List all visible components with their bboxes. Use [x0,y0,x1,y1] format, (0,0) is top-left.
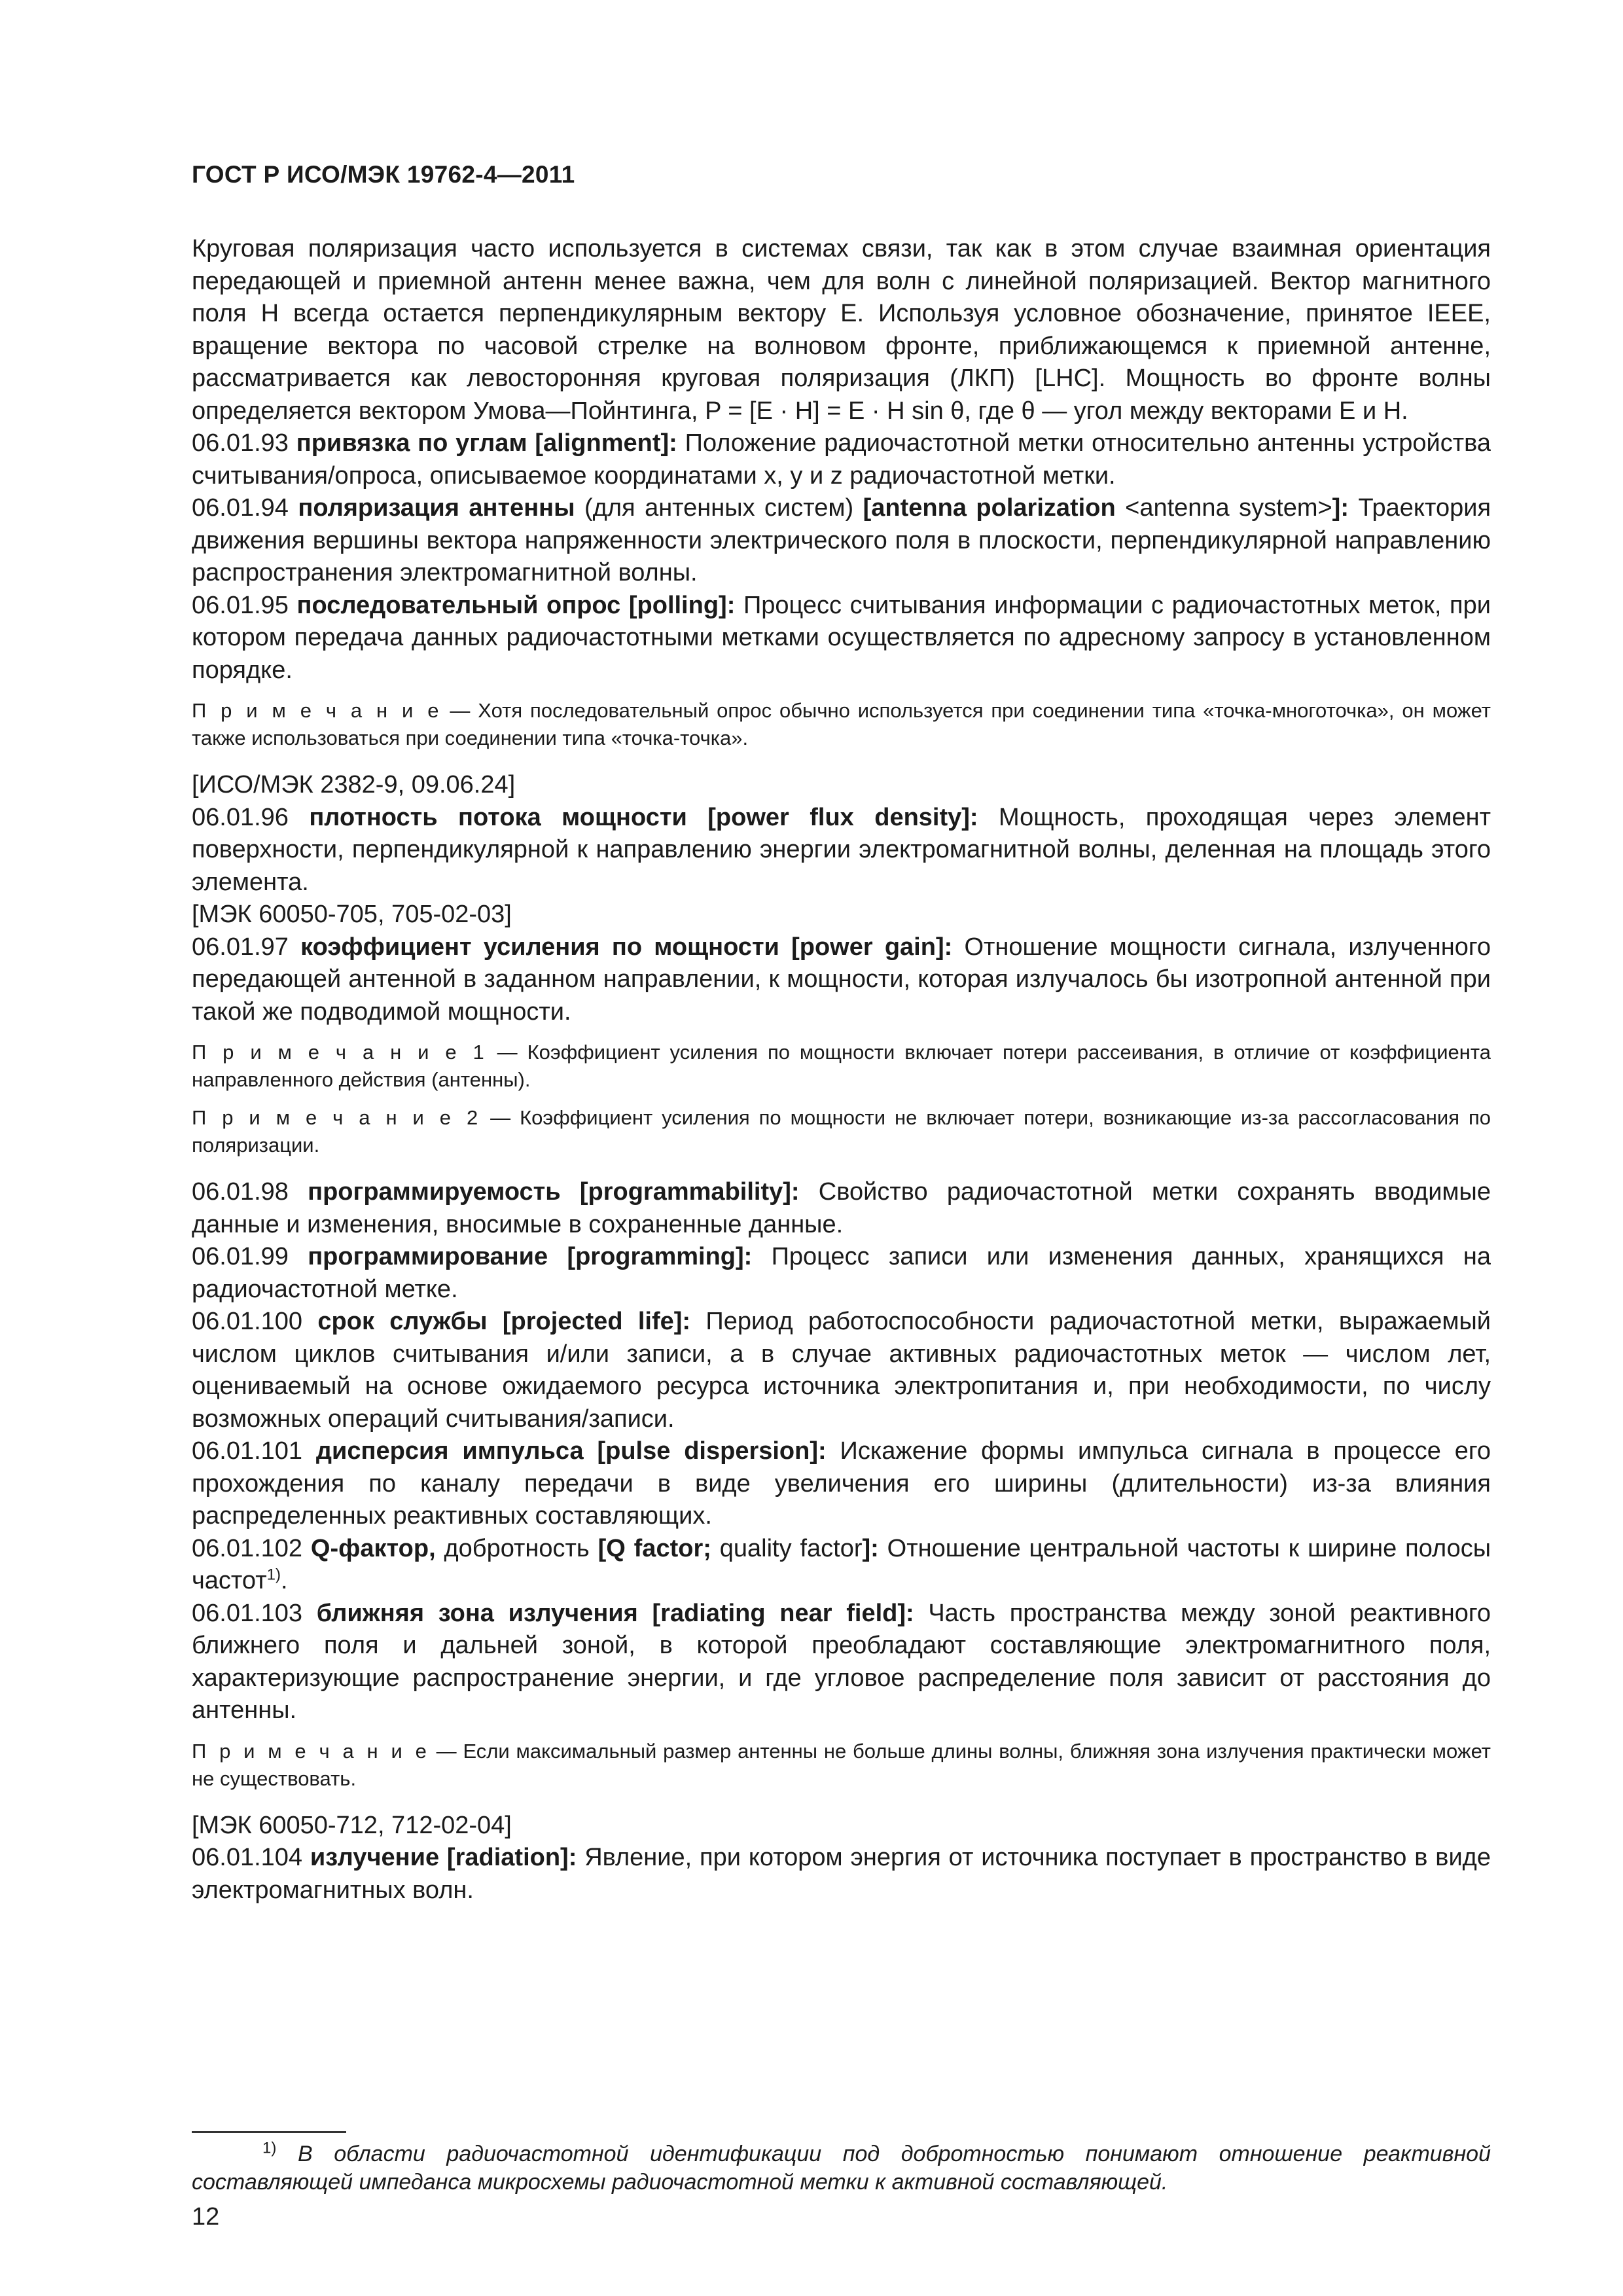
term-title: Q-фактор, [310,1534,436,1562]
term-entry-alignment [192,427,1491,492]
term-entry-pulse-dispersion [192,1435,1491,1533]
term-title-end: ]: [862,1534,879,1562]
term-definition: Свойство радиочастотной метки сохранять вводимые данные и изменения, вносимые в сохраненные данные. [192,1178,1491,1238]
footnote [192,2140,1491,2197]
term-title: срок службы [projected life]: [317,1308,691,1335]
term-qualifier: (для антенных систем) [584,494,854,522]
term-title: коэффициент усиления по мощности [power gain]: [300,933,953,961]
term-number: 06.01.93 [192,429,289,457]
term-definition: Отношение центральной частоты к ширине полосы частот [192,1534,1491,1594]
term-entry-power-flux-density [192,802,1491,899]
term-number: 06.01.98 [192,1178,289,1206]
source-reference: [МЭК 60050-712, 712-02-04] [192,1811,512,1839]
term-definition: Часть пространства между зоной реактивного ближнего поля и дальней зоной, в которой преобладают составляющие электромагнитного поля, характеризующие распространение энергии, и где угловое распределение поля зависит от расстояния до антенны. [192,1599,1491,1724]
term-definition: Процесс считывания информации с радиочастотных меток, при котором передача данных радиочастотными метками осуществляется по адресному запросу в установленном порядке. [192,591,1491,684]
document-header: ГОСТ Р ИСО/МЭК 19762-4—2011 [192,161,575,188]
source-reference: [ИСО/МЭК 2382-9, 09.06.24] [192,771,516,798]
note [192,697,1491,752]
term-number: 06.01.99 [192,1243,289,1270]
term-number: 06.01.94 [192,494,289,522]
term-title: поляризация антенны [298,494,575,522]
footnote-reference: 1) [266,1566,281,1584]
note-text: — Если максимальный размер антенны не больше длины волны, ближняя зона излучения практически может не существовать. [192,1739,1491,1790]
note [192,1738,1491,1793]
footnote-text: В области радиочастотной идентификации под добротностью понимают отношение реактивной составляющей импеданса микросхемы радиочастотной метки к активной составляющей. [192,2142,1491,2195]
term-title: плотность потока мощности [power flux density]: [309,803,978,831]
term-number: 06.01.100 [192,1308,303,1335]
term-entry-polling [192,590,1491,687]
term-title: последовательный опрос [polling]: [296,591,736,619]
term-definition: Положение радиочастотной метки относительно антенны устройства считывания/опроса, описываемое координатами x, y и z радиочастотной метки. [192,429,1491,490]
term-qualifier-en: <antenna system> [1125,494,1332,522]
term-number: 06.01.102 [192,1534,303,1562]
term-title-end: ]: [1332,494,1349,522]
term-title: программирование [programming]: [308,1243,753,1270]
term-definition: Период работоспособности радиочастотной метки, выражаемый числом циклов считывания и/или записи, а в случае активных радиочастотных меток — числом лет, оцениваемый на основе ожидаемого ресурса источника электропитания и, при необходимости, по числу возможных операций считывания/записи. [192,1308,1491,1433]
term-title-en: [antenna polarization [863,494,1116,522]
note-label: П р и м е ч а н и е [192,1739,430,1763]
term-entry-programming [192,1241,1491,1306]
term-title: программируемость [programmability]: [308,1178,800,1206]
intro-paragraph: Круговая поляризация часто используется в системах связи, так как в этом случае взаимная ориентация передающей и приемной антенн менее важна, чем для волн с линейной поляризацией. Вектор магнитного поля H всегда остается перпендикулярным вектору E. Используя условное обозначение, принятое IEEE, вращение вектора по часовой стрелке на волновом фронте, приближающемся к приемной антенне, рассматривается как левосторонняя круговая поляризация (ЛКП) [LHC]. Мощность во фронте волны определяется вектором Умова—Пойнтинга, P = [E · H] = E · H sin θ, где θ — угол между векторами E и H. [192,235,1491,425]
note-1 [192,1039,1491,1094]
term-entry-radiation [192,1842,1491,1907]
term-entry-power-gain [192,931,1491,1029]
term-synonym: добротность [444,1534,590,1562]
note-label: П р и м е ч а н и е 2 [192,1106,482,1129]
term-number: 06.01.95 [192,591,289,619]
footnote-divider [192,2131,346,2133]
note-text: — Коэффициент усиления по мощности не включает потери, возникающие из-за рассогласования по поляризации. [192,1106,1491,1157]
term-synonym-en: quality factor [719,1534,863,1562]
term-entry-antenna-polarization [192,492,1491,590]
term-title-en: [Q factor; [597,1534,711,1562]
term-number: 06.01.103 [192,1599,303,1627]
term-definition: Искажение формы импульса сигнала в процессе его прохождения по каналу передачи в виде увеличения его ширины (длительности) из-за влияния распределенных реактивных составляющих. [192,1437,1491,1530]
term-entry-projected-life [192,1306,1491,1435]
note-2 [192,1104,1491,1159]
term-title: ближняя зона излучения [radiating near field]: [316,1599,914,1627]
note-label: П р и м е ч а н и е 1 [192,1041,488,1064]
term-title: привязка по углам [alignment]: [296,429,677,457]
term-entry-radiating-near-field [192,1598,1491,1727]
term-title: дисперсия импульса [pulse dispersion]: [315,1437,827,1465]
term-number: 06.01.104 [192,1844,303,1871]
note-text: — Хотя последовательный опрос обычно используется при соединении типа «точка-многоточка», он может также использоваться при соединении типа «точка-точка». [192,699,1491,749]
note-text: — Коэффициент усиления по мощности включает потери рассеивания, в отличие от коэффициента направленного действия (антенны). [192,1041,1491,1091]
term-number: 06.01.97 [192,933,289,961]
term-entry-programmability [192,1176,1491,1241]
term-definition: Мощность, проходящая через элемент поверхности, перпендикулярной к направлению энергии электромагнитной волны, деленная на площадь этого элемента. [192,803,1491,896]
term-definition: Процесс записи или изменения данных, хранящихся на радиочастотной метке. [192,1243,1491,1303]
page-number: 12 [192,2203,220,2231]
document-body [192,233,1491,1907]
term-number: 06.01.101 [192,1437,303,1465]
term-number: 06.01.96 [192,803,289,831]
term-definition: Явление, при котором энергия от источника поступает в пространство в виде электромагнитных волн. [192,1844,1491,1904]
term-title: излучение [radiation]: [310,1844,577,1871]
term-entry-q-factor [192,1533,1491,1598]
note-label: П р и м е ч а н и е [192,699,442,722]
term-definition: Траектория движения вершины вектора напряженности электрического поля в плоскости, перпендикулярной направлению распространения электромагнитной волны. [192,494,1491,586]
source-reference: [МЭК 60050-705, 705-02-03] [192,901,512,928]
footnote-marker: 1) [262,2139,277,2157]
term-definition: Отношение мощности сигнала, излученного передающей антенной в заданном направлении, к мощности, которая излучалось бы изотропной антенной при такой же подводимой мощности. [192,933,1491,1026]
term-definition-end: . [280,1567,288,1594]
